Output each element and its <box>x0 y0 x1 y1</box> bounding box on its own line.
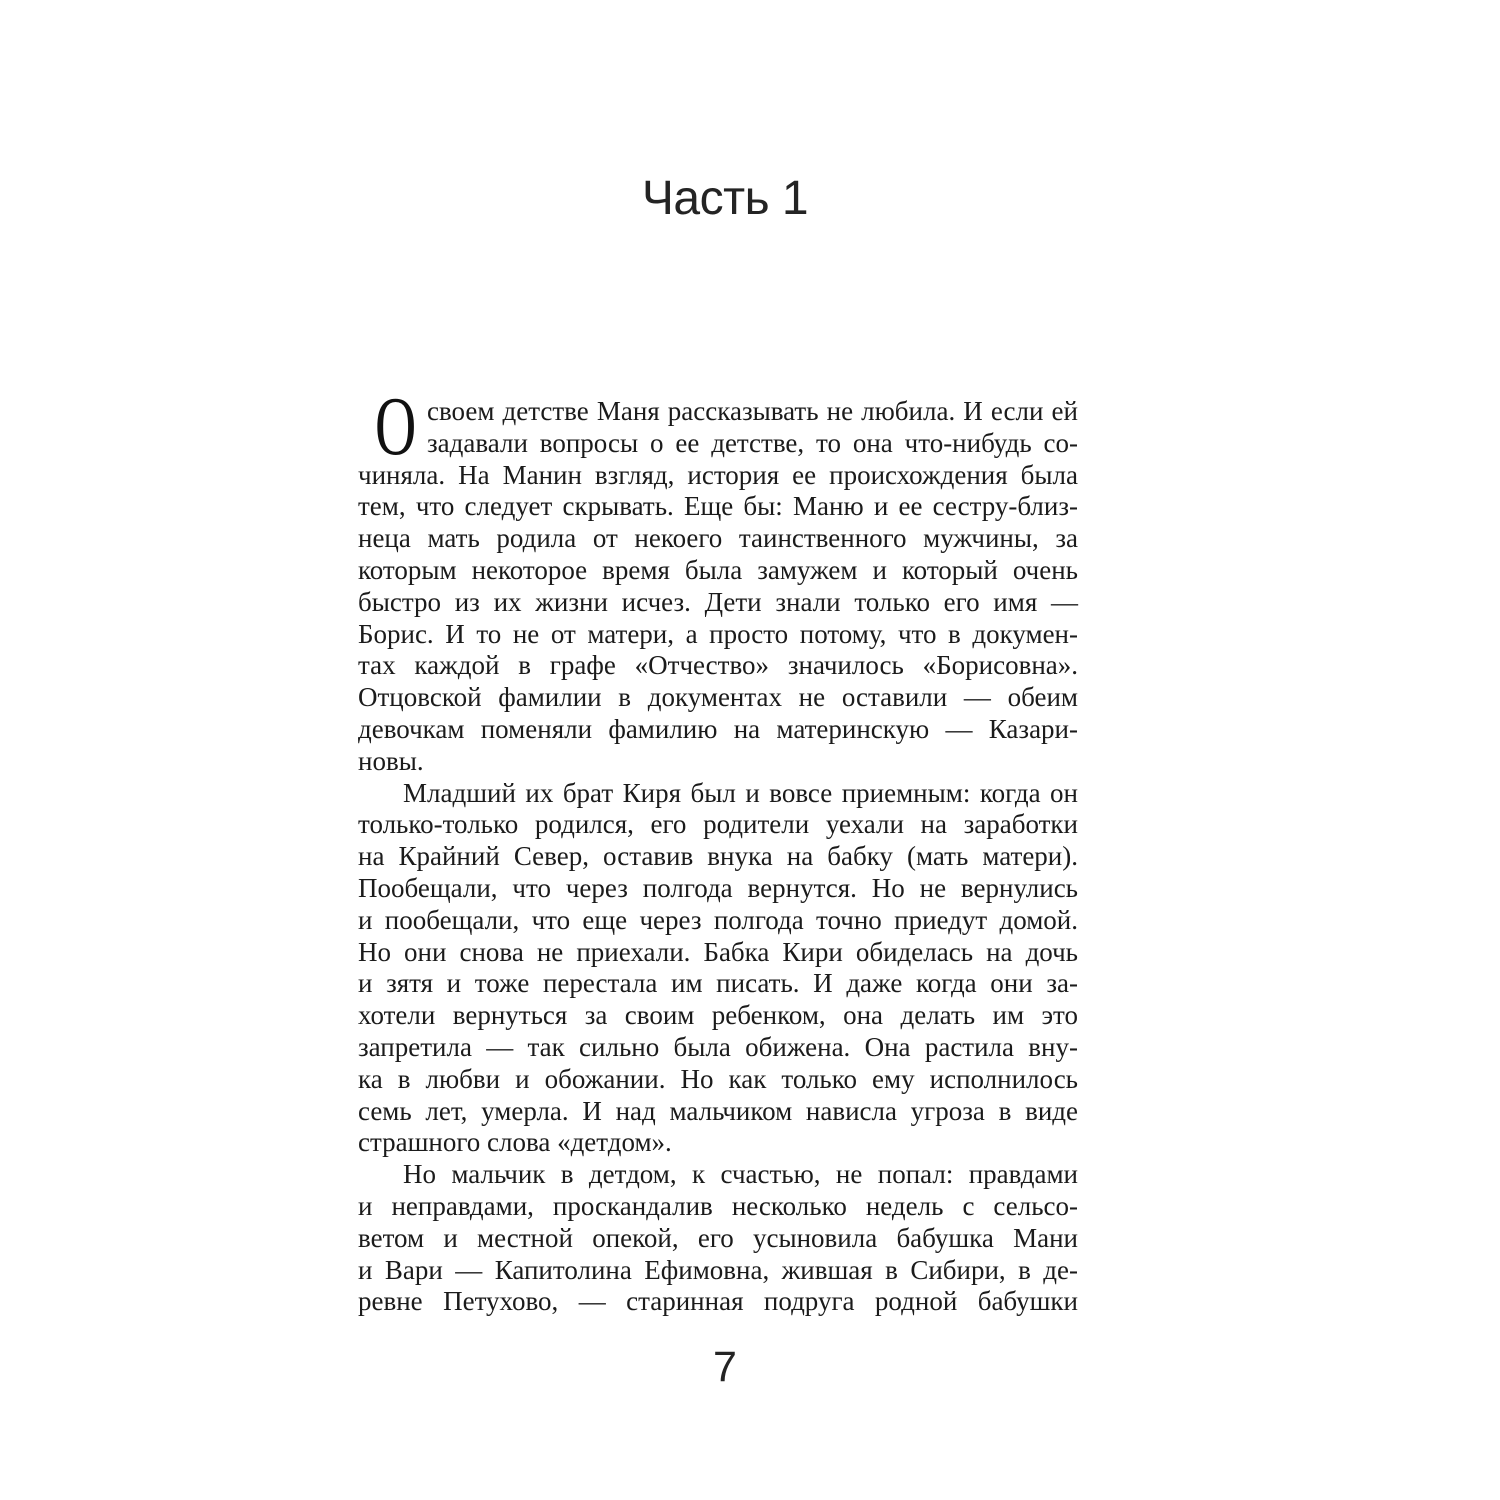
text-line: задавали вопросы о ее детстве, то она что-нибудь со- <box>427 427 1078 458</box>
text-line: тах каждой в графе «Отчество» значилось «Борисовна». <box>358 650 1078 681</box>
text-line: только-только родился, его родители уехали на заработки <box>358 809 1078 840</box>
text-line: и пообещали, что еще через полгода точно приедут домой. <box>358 904 1078 935</box>
page-number: 7 <box>713 1343 737 1391</box>
text-line: неца мать родила от некоего таинственного мужчины, за <box>358 523 1078 554</box>
paragraph <box>358 1159 1078 1318</box>
paragraph <box>358 380 1078 778</box>
text-line: новы. <box>358 745 424 776</box>
text-line: Пообещали, что через полгода вернутся. Но не вернулись <box>358 872 1078 903</box>
text-line: и зятя и тоже перестала им писать. И даже когда они за- <box>358 968 1078 999</box>
text-line: семь лет, умерла. И над мальчиком нависла угроза в виде <box>358 1095 1078 1126</box>
text-line: и неправдами, проскандалив несколько недель с сельсо- <box>358 1190 1078 1221</box>
paragraph <box>358 778 1078 1160</box>
text-line: девочкам поменяли фамилию на материнскую — Казари- <box>358 713 1078 744</box>
dropcap-letter: О <box>375 380 417 473</box>
text-line: Но мальчик в детдом, к счастью, не попал: правдами <box>403 1159 1078 1190</box>
text-line: страшного слова «детдом». <box>358 1127 672 1158</box>
text-line: ветом и местной опекой, его усыновила бабушка Мани <box>358 1222 1078 1253</box>
text-line: запретила — так сильно была обижена. Она растила вну- <box>358 1031 1078 1062</box>
chapter-heading: Часть 1 <box>641 172 809 225</box>
body-text <box>358 380 1078 1318</box>
text-line: Но они снова не приехали. Бабка Кири обиделась на дочь <box>358 936 1078 967</box>
text-line: ка в любви и обожании. Но как только ему исполнилось <box>358 1063 1078 1094</box>
text-line: которым некоторое время была замужем и который очень <box>358 554 1078 585</box>
text-line: Младший их брат Киря был и вовсе приемным: когда он <box>403 777 1078 808</box>
text-line: Отцовской фамилии в документах не оставили — обеим <box>358 682 1078 713</box>
text-line: тем, что следует скрывать. Еще бы: Маню и ее сестру-близ- <box>358 491 1078 522</box>
text-line: Борис. И то не от матери, а просто потому, что в докумен- <box>358 618 1078 649</box>
text-line: своем детстве Маня рассказывать не любила. И если ей <box>427 396 1078 426</box>
text-line: и Вари — Капитолина Ефимовна, жившая в Сибири, в де- <box>358 1254 1078 1285</box>
text-line: ревне Петухово, — старинная подруга родной бабушки <box>358 1286 1078 1317</box>
text-line: быстро из их жизни исчез. Дети знали только его имя — <box>358 586 1078 617</box>
text-line: хотели вернуться за своим ребенком, она делать им это <box>358 1000 1078 1031</box>
text-line: чиняла. На Манин взгляд, история ее происхождения была <box>358 459 1078 490</box>
text-line: на Крайний Север, оставив внука на бабку (мать матери). <box>358 841 1078 872</box>
